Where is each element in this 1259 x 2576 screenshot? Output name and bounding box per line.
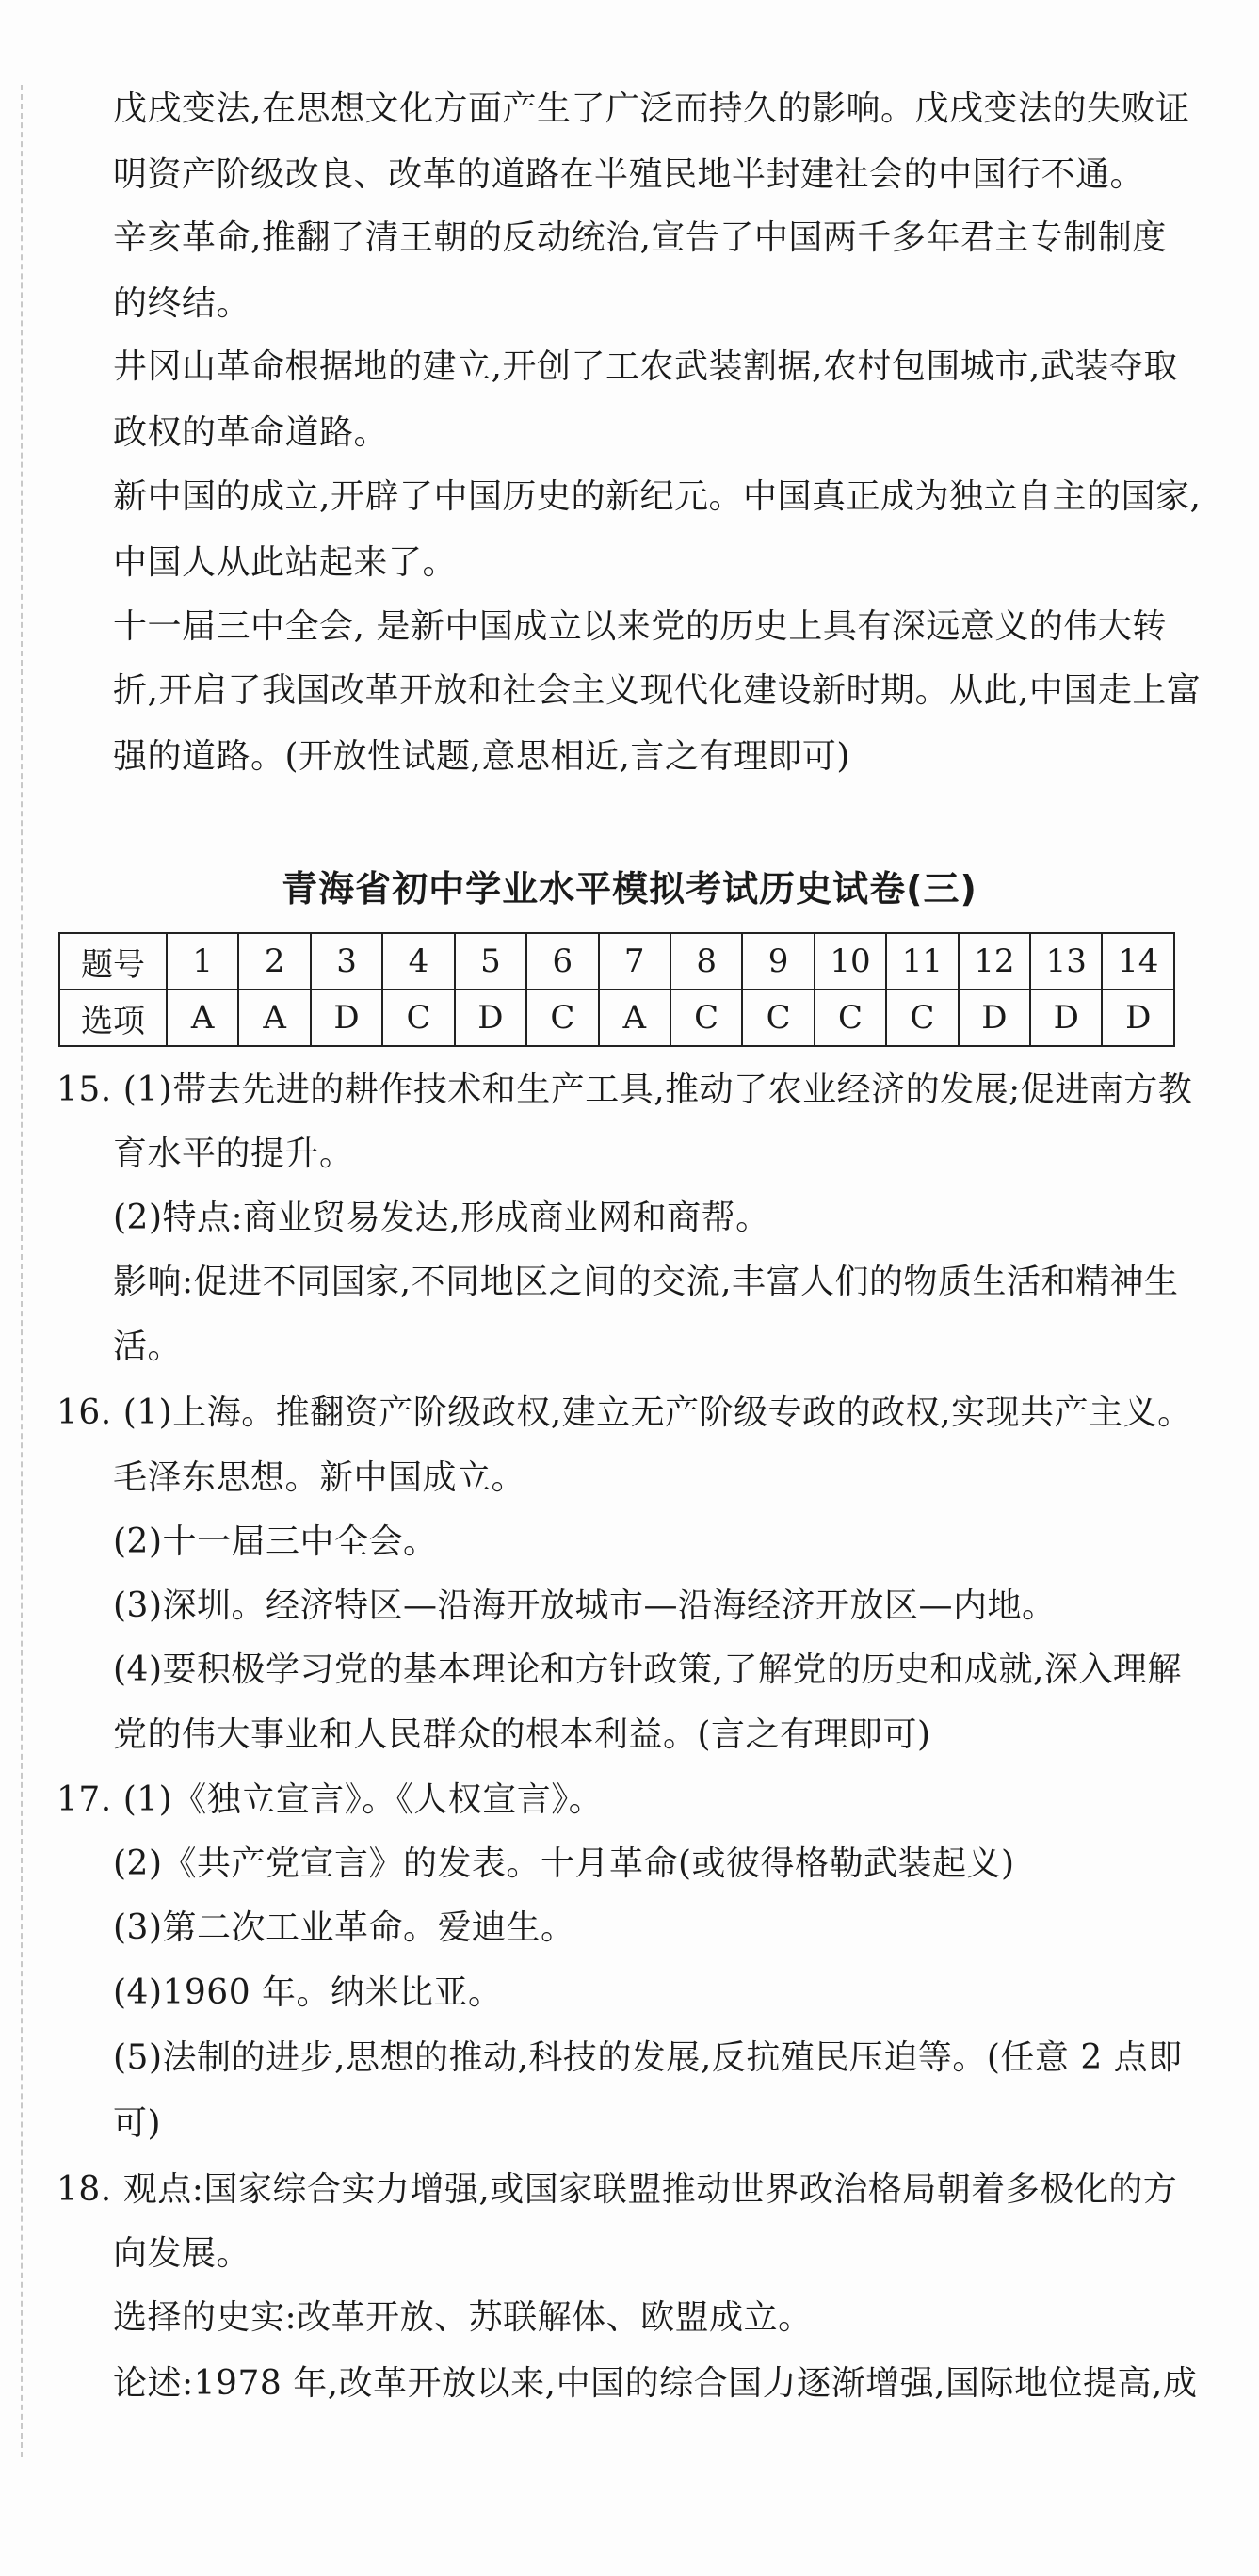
answer-table [58, 932, 1175, 1047]
answer-line: 党的伟大事业和人民群众的根本利益。(言之有理即可) [113, 1715, 931, 1754]
answer-line: (2)十一届三中全会。 [113, 1522, 438, 1561]
answer-option: D [311, 990, 382, 1046]
question-number: 11 [886, 933, 958, 990]
intro-line: 明资产阶级改良、改革的道路在半殖民地半封建社会的中国行不通。 [113, 155, 1145, 194]
answer-option: C [815, 990, 886, 1046]
question-number: 13 [1030, 933, 1102, 990]
question-number: 6 [526, 933, 598, 990]
question-number: 9 [742, 933, 814, 990]
answer-line: (5)法制的进步,思想的推动,科技的发展,反抗殖民压迫等。(任意 2 点即 [113, 2038, 1183, 2077]
answer-line: (3)深圳。经济特区—沿海开放城市—沿海经济开放区—内地。 [113, 1586, 1057, 1625]
question-number: 2 [238, 933, 310, 990]
answer-line: 18. 观点:国家综合实力增强,或国家联盟推动世界政治格局朝着多极化的方 [56, 2170, 1178, 2209]
answer-option: D [1030, 990, 1102, 1046]
answer-option: D [455, 990, 526, 1046]
answer-line: (4)1960 年。纳米比亚。 [113, 1973, 503, 2012]
answer-option: A [599, 990, 670, 1046]
intro-line: 十一届三中全会, 是新中国成立以来党的历史上具有深远意义的伟大转 [113, 607, 1167, 646]
answer-option: C [526, 990, 598, 1046]
intro-line: 强的道路。(开放性试题,意思相近,言之有理即可) [113, 737, 850, 776]
table-row-numbers [59, 933, 1174, 990]
answer-option: C [670, 990, 742, 1046]
answer-line: 毛泽东思想。新中国成立。 [113, 1458, 526, 1497]
intro-line: 井冈山革命根据地的建立,开创了工农武装割据,农村包围城市,武装夺取 [113, 347, 1178, 386]
answer-option: D [959, 990, 1030, 1046]
intro-line: 新中国的成立,开辟了中国历史的新纪元。中国真正成为独立自主的国家, [113, 477, 1202, 516]
row-header-number: 题号 [59, 933, 167, 990]
answer-line: (3)第二次工业革命。爱迪生。 [113, 1908, 575, 1947]
question-number: 4 [382, 933, 454, 990]
question-number: 3 [311, 933, 382, 990]
answer-option: C [886, 990, 958, 1046]
row-header-option: 选项 [59, 990, 167, 1046]
answer-option: C [382, 990, 454, 1046]
question-number: 12 [959, 933, 1030, 990]
table-row-options [59, 990, 1174, 1046]
answer-option: D [1102, 990, 1174, 1046]
answer-line: 选择的史实:改革开放、苏联解体、欧盟成立。 [113, 2298, 813, 2337]
answer-option: A [167, 990, 238, 1046]
answer-line: (2)特点:商业贸易发达,形成商业网和商帮。 [113, 1199, 770, 1237]
question-number: 7 [599, 933, 670, 990]
answer-line: (2)《共产党宣言》的发表。十月革命(或彼得格勒武装起义) [113, 1844, 1015, 1883]
answer-option: A [238, 990, 310, 1046]
question-number: 10 [815, 933, 886, 990]
exam-title: 青海省初中学业水平模拟考试历史试卷(三) [282, 868, 977, 910]
intro-line: 政权的革命道路。 [113, 413, 389, 452]
answer-line: 向发展。 [113, 2234, 251, 2273]
intro-line: 戊戌变法,在思想文化方面产生了广泛而持久的影响。戊戌变法的失败证 [113, 89, 1190, 128]
answer-line: 育水平的提升。 [113, 1135, 354, 1173]
intro-line: 中国人从此站起来了。 [113, 543, 458, 582]
answer-line: 活。 [113, 1328, 183, 1366]
answer-line: 论述:1978 年,改革开放以来,中国的综合国力逐渐增强,国际地位提高,成 [113, 2364, 1198, 2403]
answer-line: 可) [113, 2104, 162, 2143]
answer-line: 17. (1)《独立宣言》。《人权宣言》。 [56, 1780, 604, 1819]
intro-line: 折,开启了我国改革开放和社会主义现代化建设新时期。从此,中国走上富 [113, 671, 1202, 710]
answer-line: 16. (1)上海。推翻资产阶级政权,建立无产阶级专政的政权,实现共产主义。 [56, 1393, 1192, 1432]
answer-line: 15. (1)带去先进的耕作技术和生产工具,推动了农业经济的发展;促进南方教 [56, 1071, 1193, 1109]
intro-line: 辛亥革命,推翻了清王朝的反动统治,宣告了中国两千多年君主专制制度 [113, 218, 1167, 257]
answer-option: C [742, 990, 814, 1046]
question-number: 1 [167, 933, 238, 990]
question-number: 5 [455, 933, 526, 990]
question-number: 8 [670, 933, 742, 990]
intro-line: 的终结。 [113, 284, 251, 323]
question-number: 14 [1102, 933, 1174, 990]
answer-line: (4)要积极学习党的基本理论和方针政策,了解党的历史和成就,深入理解 [113, 1650, 1182, 1689]
answer-line: 影响:促进不同国家,不同地区之间的交流,丰富人们的物质生活和精神生 [113, 1263, 1179, 1301]
